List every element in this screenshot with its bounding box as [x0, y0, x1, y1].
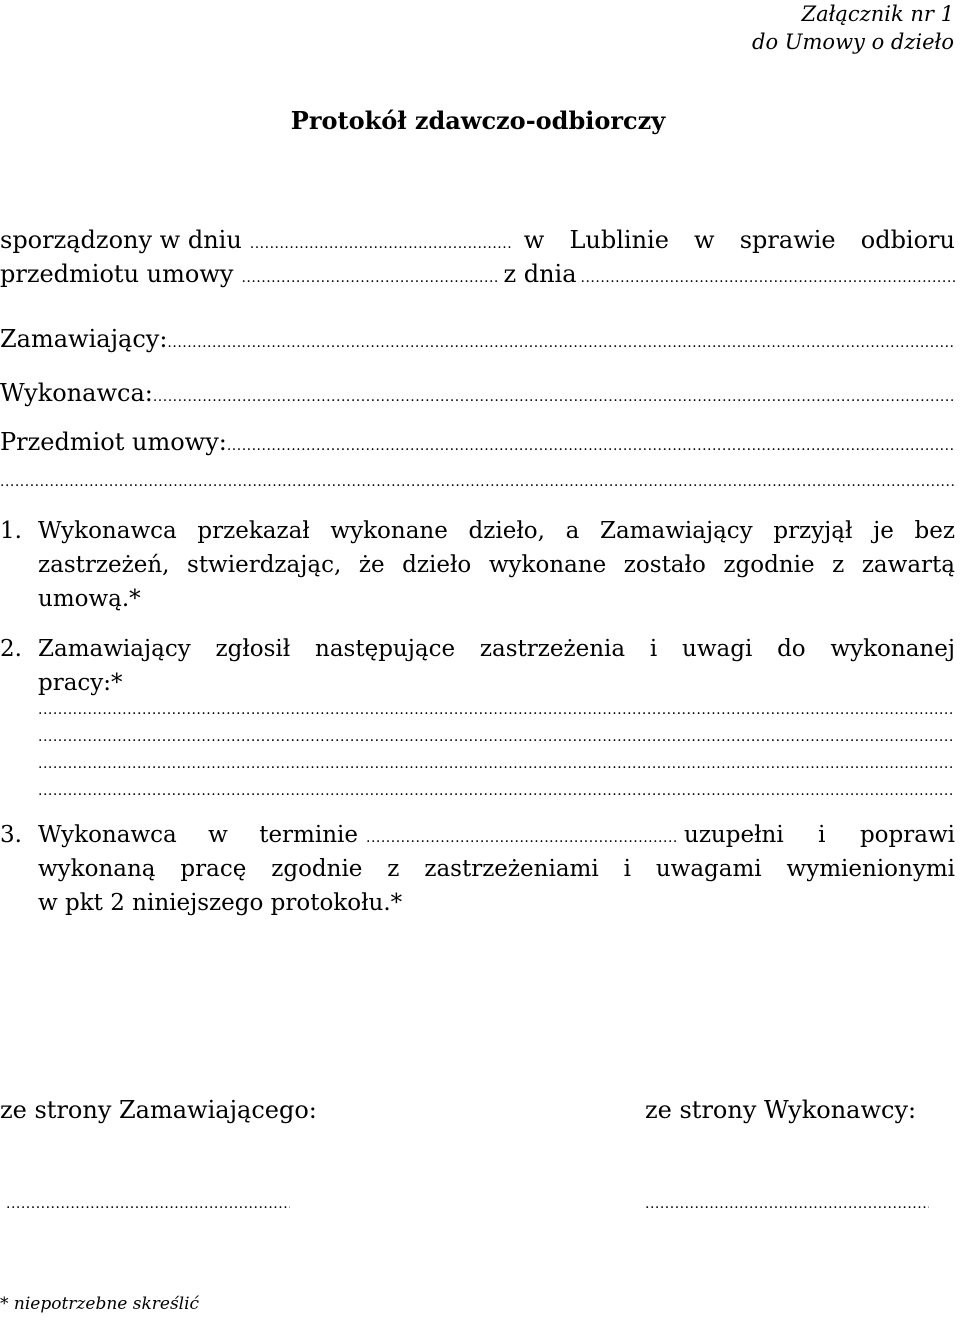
contractor-signature-label: ze strony Wykonawcy:	[645, 1096, 917, 1124]
contractor-signature-line	[645, 1196, 929, 1212]
contractor-field	[0, 379, 955, 407]
item-1-line-2: zastrzeżeń, stwierdzając, że dzieło wykonane zostało zgodnie z zawartą	[38, 552, 955, 578]
deadline-blank	[366, 830, 676, 846]
footnote: * niepotrzebne skreślić	[0, 1294, 200, 1314]
subject-blank	[241, 270, 499, 286]
intro-subject-label: przedmiotu umowy	[0, 260, 234, 288]
ordering-party-label: Zamawiający:	[0, 325, 168, 353]
annex-reference	[752, 0, 954, 56]
subject-field-continuation	[0, 474, 955, 490]
intro-date-of-label: z dnia	[503, 260, 577, 288]
item-2-line-1: Zamawiający zgłosił następujące zastrzeżenia i uwagi do wykonanej	[38, 636, 955, 662]
subject-field	[0, 428, 955, 456]
annex-number: Załącznik nr 1	[801, 2, 954, 26]
item-1-line-3: umową.*	[38, 586, 141, 612]
intro-line-2	[0, 260, 955, 288]
contractor-label: Wykonawca:	[0, 379, 153, 407]
remarks-blank-3	[38, 756, 955, 772]
item-3-line-3: w pkt 2 niniejszego protokołu.*	[38, 890, 403, 916]
ordering-party-blank	[167, 335, 955, 351]
item-3-line-1-end: uzupełni i poprawi	[684, 822, 955, 848]
list-item-2	[0, 636, 955, 704]
date-blank	[250, 236, 512, 252]
remarks-blank-2	[38, 729, 955, 745]
date-of-blank	[581, 270, 955, 286]
intro-date-label: sporządzony w dniu	[0, 226, 242, 254]
item-1-number: 1.	[0, 518, 22, 544]
item-3-line-2: wykonaną pracę zgodnie z zastrzeżeniami i uwagami wymienionymi	[38, 856, 955, 882]
contractor-blank	[153, 389, 955, 405]
item-2-line-2: pracy:*	[38, 670, 123, 696]
remarks-blank-4	[38, 783, 955, 799]
subject-label: Przedmiot umowy:	[0, 428, 227, 456]
annex-contract-ref: do Umowy o dzieło	[752, 30, 954, 54]
document-title: Protokół zdawczo-odbiorczy	[290, 106, 666, 135]
remarks-blank-1	[38, 702, 955, 718]
intro-location-text: w Lublinie w sprawie odbioru	[523, 226, 955, 254]
ordering-party-signature-label: ze strony Zamawiającego:	[0, 1096, 317, 1124]
item-1-line-1: Wykonawca przekazał wykonane dzieło, a Zamawiający przyjął je bez	[38, 518, 955, 544]
subject-blank-line-1	[227, 438, 955, 454]
item-3-line-1-start: Wykonawca w terminie	[38, 822, 358, 848]
ordering-party-field	[0, 325, 955, 353]
item-2-number: 2.	[0, 636, 22, 662]
intro-line-1	[0, 226, 955, 254]
ordering-party-signature-line	[6, 1196, 290, 1212]
item-3-number: 3.	[0, 822, 22, 848]
list-item-3	[0, 822, 955, 924]
list-item-1	[0, 518, 955, 620]
subject-blank-line-2	[0, 474, 955, 490]
